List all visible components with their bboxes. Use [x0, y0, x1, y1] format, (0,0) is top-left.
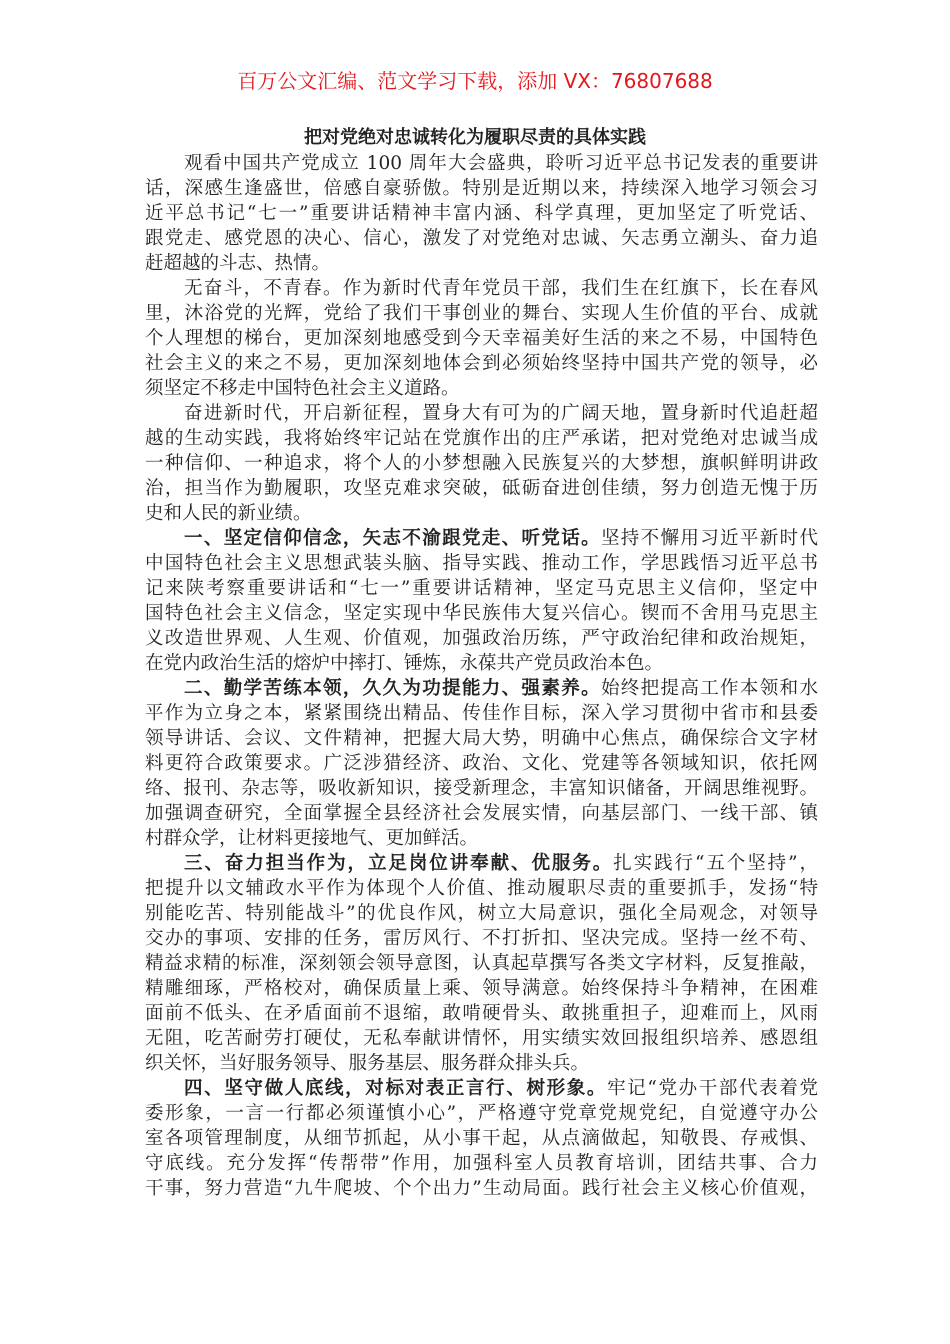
paragraph [145, 401, 818, 526]
line-text: 跟党走、感党恩的决心、信心，激发了对党绝对忠诚、矢志勇立潮头、奋力追 [145, 228, 818, 249]
line-text: 个人理想的梯台，更加深刻地感受到今天幸福美好生活的来之不易，中国特色 [145, 328, 818, 349]
line-text: 始终把提高工作本领和水 [600, 678, 818, 699]
watermark-banner: 百万公文汇编、范文学习下载，添加 VX：76807688 [237, 69, 713, 93]
paragraph-line [145, 826, 818, 851]
line-text: 牢记“党办干部代表着党 [607, 1078, 818, 1099]
paragraph-line [145, 176, 818, 201]
line-text: 坚持不懈用习近平新时代 [600, 528, 818, 549]
paragraph-line [145, 1076, 818, 1101]
line-text: 赶超越的斗志、热情。 [145, 253, 331, 274]
line-text: 别能吃苦、特别能战斗”的优良作风，树立大局意识，强化全局观念，对领导 [145, 903, 818, 924]
paragraph-line [145, 951, 818, 976]
paragraph-line [145, 351, 818, 376]
paragraph-line [145, 151, 818, 176]
paragraph-line [145, 776, 818, 801]
line-text: 越的生动实践，我将始终牢记站在党旗作出的庄严承诺，把对党绝对忠诚当成 [145, 428, 818, 449]
line-text: 加强调查研究，全面掌握全县经济社会发展实情，向基层部门、一线干部、镇 [145, 803, 818, 824]
paragraph-line [145, 901, 818, 926]
paragraph-line [145, 1126, 818, 1151]
line-text: 记来陕考察重要讲话和“七一”重要讲话精神，坚定马克思主义信仰，坚定中 [145, 578, 818, 599]
paragraph [145, 851, 818, 1076]
line-text: 里，沐浴党的光辉，党给了我们干事创业的舞台、实现人生价值的平台、成就 [145, 303, 818, 324]
line-text: 一种信仰、一种追求，将个人的小梦想融入民族复兴的大梦想，旗帜鲜明讲政 [145, 453, 818, 474]
line-text: 织关怀，当好服务领导、服务基层、服务群众排头兵。 [145, 1053, 590, 1074]
line-text: 村群众学，让材料更接地气、更加鲜活。 [145, 828, 479, 849]
line-text: 把提升以文辅政水平作为体现个人价值、推动履职尽责的重要抓手，发扬“特 [145, 878, 818, 899]
paragraph-line [145, 401, 818, 426]
paragraph-line [145, 851, 818, 876]
paragraph-line [145, 676, 818, 701]
line-text: 精雕细琢，严格校对，确保质量上乘、领导满意。始终保持斗争精神，在困难 [145, 978, 818, 999]
line-text: 话，深感生逢盛世，倍感自豪骄傲。特别是近期以来，持续深入地学习领会习 [145, 178, 818, 199]
line-text: 国特色社会主义信念，坚定实现中华民族伟大复兴信心。锲而不舍用马克思主 [145, 603, 818, 624]
line-text: 无阻，吃苦耐劳打硬仗，无私奉献讲情怀，用实绩实效回报组织培养、感恩组 [145, 1028, 818, 1049]
line-text: 料更符合政策要求。广泛涉猎经济、政治、文化、党建等各领域知识，依托网 [145, 753, 818, 774]
line-text: 平作为立身之本，紧紧围绕出精品、传佳作目标，深入学习贯彻中省市和县委 [145, 703, 818, 724]
paragraph [145, 526, 818, 676]
paragraph-line [145, 551, 818, 576]
line-text: 治，担当作为勤履职，攻坚克难求突破，砥砺奋进创佳绩，努力创造无愧于历 [145, 478, 818, 499]
section-heading: 四、坚守做人底线，对标对表正言行、树形象。 [184, 1078, 608, 1099]
line-text: 中国特色社会主义思想武装头脑、指导实践、推动工作，学思践悟习近平总书 [145, 553, 818, 574]
paragraph-line [145, 201, 818, 226]
paragraph-line [145, 576, 818, 601]
paragraph-line [145, 1101, 818, 1126]
document-title: 把对党绝对忠诚转化为履职尽责的具体实践 [304, 127, 646, 148]
paragraph [145, 1076, 818, 1201]
paragraph-line [145, 601, 818, 626]
line-text: 室各项管理制度，从细节抓起，从小事干起，从点滴做起，知敬畏、存戒惧、 [145, 1128, 818, 1149]
line-text: 守底线。充分发挥“传帮带”作用，加强科室人员教育培训，团结共事、合力 [145, 1153, 818, 1174]
paragraph-line [145, 651, 818, 676]
paragraph-line [145, 801, 818, 826]
paragraph-line [145, 276, 818, 301]
paragraph-line [145, 501, 818, 526]
paragraph [145, 676, 818, 851]
section-heading: 一、坚定信仰信念，矢志不渝跟党走、听党话。 [184, 528, 601, 549]
line-text: 义改造世界观、人生观、价值观，加强政治历练，严守政治纪律和政治规矩， [145, 628, 818, 649]
line-text: 须坚定不移走中国特色社会主义道路。 [145, 378, 460, 399]
paragraph-line [145, 251, 818, 276]
document-body [145, 151, 818, 1201]
line-text: 无奋斗，不青春。作为新时代青年党员干部，我们生在红旗下，长在春风 [184, 278, 818, 299]
paragraph-line [145, 376, 818, 401]
line-text: 面前不低头、在矛盾面前不退缩，敢啃硬骨头、敢挑重担子，迎难而上，风雨 [145, 1003, 818, 1024]
line-text: 委形象，一言一行都必须谨慎小心”，严格遵守党章党规党纪，自觉遵守办公 [145, 1103, 818, 1124]
section-heading: 二、勤学苦练本领，久久为功提能力、强素养。 [184, 678, 601, 699]
line-text: 交办的事项、安排的任务，雷厉风行、不打折扣、坚决完成。坚持一丝不苟、 [145, 928, 818, 949]
line-text: 领导讲话、会议、文件精神，把握大局大势，明确中心焦点，确保综合文字材 [145, 728, 818, 749]
line-text: 在党内政治生活的熔炉中摔打、锤炼，永葆共产党员政治本色。 [145, 653, 664, 674]
paragraph-line [145, 476, 818, 501]
paragraph-line [145, 1051, 818, 1076]
line-text: 观看中国共产党成立 100 周年大会盛典，聆听习近平总书记发表的重要讲 [184, 153, 818, 174]
paragraph-line [145, 726, 818, 751]
paragraph-line [145, 451, 818, 476]
paragraph-line [145, 301, 818, 326]
paragraph-line [145, 1151, 818, 1176]
paragraph-line [145, 976, 818, 1001]
paragraph-line [145, 1001, 818, 1026]
line-text: 扎实践行“五个坚持”， [613, 853, 818, 874]
line-text: 社会主义的来之不易，更加深刻地体会到必须始终坚持中国共产党的领导，必 [145, 353, 818, 374]
paragraph [145, 151, 818, 276]
paragraph-line [145, 326, 818, 351]
paragraph-line [145, 426, 818, 451]
section-heading: 三、奋力担当作为，立足岗位讲奉献、优服务。 [184, 853, 614, 874]
paragraph-line [145, 1026, 818, 1051]
line-text: 干事，努力营造“九牛爬坡、个个出力”生动局面。践行社会主义核心价值观， [145, 1178, 818, 1199]
line-text: 史和人民的新业绩。 [145, 503, 312, 524]
paragraph-line [145, 526, 818, 551]
paragraph-line [145, 876, 818, 901]
paragraph [145, 276, 818, 401]
line-text: 近平总书记“七一”重要讲话精神丰富内涵、科学真理，更加坚定了听党话、 [145, 203, 818, 224]
line-text: 奋进新时代，开启新征程，置身大有可为的广阔天地，置身新时代追赶超 [184, 403, 818, 424]
paragraph-line [145, 226, 818, 251]
paragraph-line [145, 626, 818, 651]
paragraph-line [145, 701, 818, 726]
line-text: 络、报刊、杂志等，吸收新知识，接受新理念，丰富知识储备，开阔思维视野。 [145, 778, 818, 799]
paragraph-line [145, 926, 818, 951]
line-text: 精益求精的标准，深刻领会领导意图，认真起草撰写各类文字材料，反复推敲， [145, 953, 818, 974]
paragraph-line [145, 751, 818, 776]
paragraph-line [145, 1176, 818, 1201]
